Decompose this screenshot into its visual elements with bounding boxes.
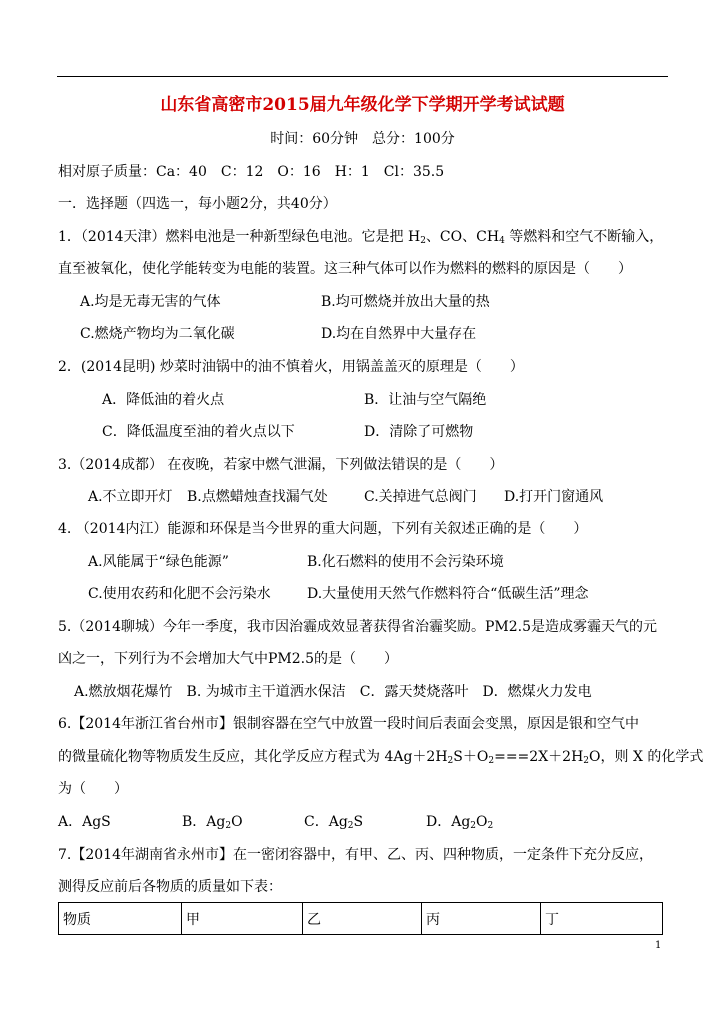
page-number: 1	[655, 940, 662, 951]
q1-option-d: D.均在自然界中大量存在	[321, 326, 477, 342]
q3-option-d: D.打开门窗通风	[504, 489, 604, 505]
q1-option-a: A.均是无毒无害的气体	[80, 294, 221, 310]
q4-option-c: C.使用农药和化肥不会污染水	[88, 586, 271, 602]
atomic-mass-line: 相对原子质量：Ca：40 C：12 O：16 H：1 Cl：35.5	[58, 164, 445, 180]
question-5-stem: 5.（2014聊城）今年一季度，我市因治霾成效显著获得省治霾奖励。PM2.5是造成雾霾天气的元	[58, 619, 658, 635]
q3-option-c: C.关掉进气总阀门	[364, 489, 477, 505]
question-4-stem: 4. （2014内江）能源和环保是当今世界的重大问题，下列有关叙述正确的是（ ）	[58, 521, 588, 537]
question-3-stem: 3.（2014成都） 在夜晚，若家中燃气泄漏，下列做法错误的是（ ）	[58, 457, 504, 473]
table-header-cell: 丁	[541, 903, 663, 935]
q6-option-b: B．$Ag_2O$	[182, 814, 243, 831]
table-header-cell: 乙	[303, 903, 422, 935]
q1-option-b: B.均可燃烧并放出大量的热	[321, 294, 490, 310]
q6-option-a: A．AgS	[58, 814, 111, 830]
question-5-stem-cont: 凶之一，下列行为不会增加大气中PM2.5的是（ ）	[58, 651, 399, 667]
header-rule	[57, 76, 668, 77]
section-heading: 一．选择题（四选一，每小题2分，共40分）	[58, 196, 337, 212]
q6-option-d: D．$Ag_2O_2$	[426, 814, 494, 831]
q5-options: A.燃放烟花爆竹 B. 为城市主干道洒水保洁 C．露天焚烧落叶 D．燃煤火力发电	[74, 684, 592, 700]
table-header-cell: 甲	[182, 903, 303, 935]
question-1-stem: 1．（2014天津）燃料电池是一种新型绿色电池。它是把 $H_2$、CO、$CH_4$ 等燃料和空气不断输入，	[58, 229, 664, 246]
q3-option-b: B.点燃蜡烛查找漏气处	[187, 489, 328, 505]
question-2-stem: 2．(2014昆明) 炒菜时油锅中的油不慎着火，用锅盖盖灭的原理是（ ）	[58, 359, 524, 375]
table-row	[59, 903, 663, 935]
question-6-stem-end: 为（ ）	[58, 781, 128, 797]
table-header-cell: 物质	[59, 903, 182, 935]
exam-meta: 时间：60分钟 总分：100分	[270, 131, 455, 147]
question-7-stem-cont: 测得反应前后各物质的质量如下表：	[58, 879, 282, 895]
table-header-cell: 丙	[422, 903, 541, 935]
question-1-stem-cont: 直至被氧化，使化学能转变为电能的装置。这三种气体可以作为燃料的燃料的原因是（ ）	[58, 261, 632, 277]
q3-option-a: A.不立即开灯	[88, 489, 173, 505]
question-6-stem: 6.【2014年浙江省台州市】银制容器在空气中放置一段时间后表面会变黑，原因是银和空气中	[58, 716, 639, 732]
page-title: 山东省高密市2015届九年级化学下学期开学考试试题	[160, 95, 565, 115]
q2-option-b: B．让油与空气隔绝	[364, 392, 487, 408]
mass-table	[58, 902, 663, 935]
q4-option-a: A.风能属于“绿色能源”	[88, 554, 229, 570]
question-6-stem-cont: 的微量硫化物等物质发生反应，其化学反应方程式为 $4Ag+2H_2S+O_2===2X+2H_2O$，则 X 的化学式	[58, 749, 704, 766]
q2-option-a: A．降低油的着火点	[102, 392, 225, 408]
q4-option-b: B.化石燃料的使用不会污染环境	[307, 554, 504, 570]
q2-option-c: C．降低温度至油的着火点以下	[102, 424, 295, 440]
q2-option-d: D．清除了可燃物	[364, 424, 474, 440]
q6-option-c: C．$Ag_2S$	[304, 814, 364, 831]
q4-option-d: D.大量使用天然气作燃料符合“低碳生活”理念	[307, 586, 589, 602]
q1-option-c: C.燃烧产物均为二氧化碳	[80, 326, 235, 342]
question-7-stem: 7.【2014年湖南省永州市】在一密闭容器中，有甲、乙、丙、四种物质，一定条件下充分反应，	[58, 847, 653, 863]
